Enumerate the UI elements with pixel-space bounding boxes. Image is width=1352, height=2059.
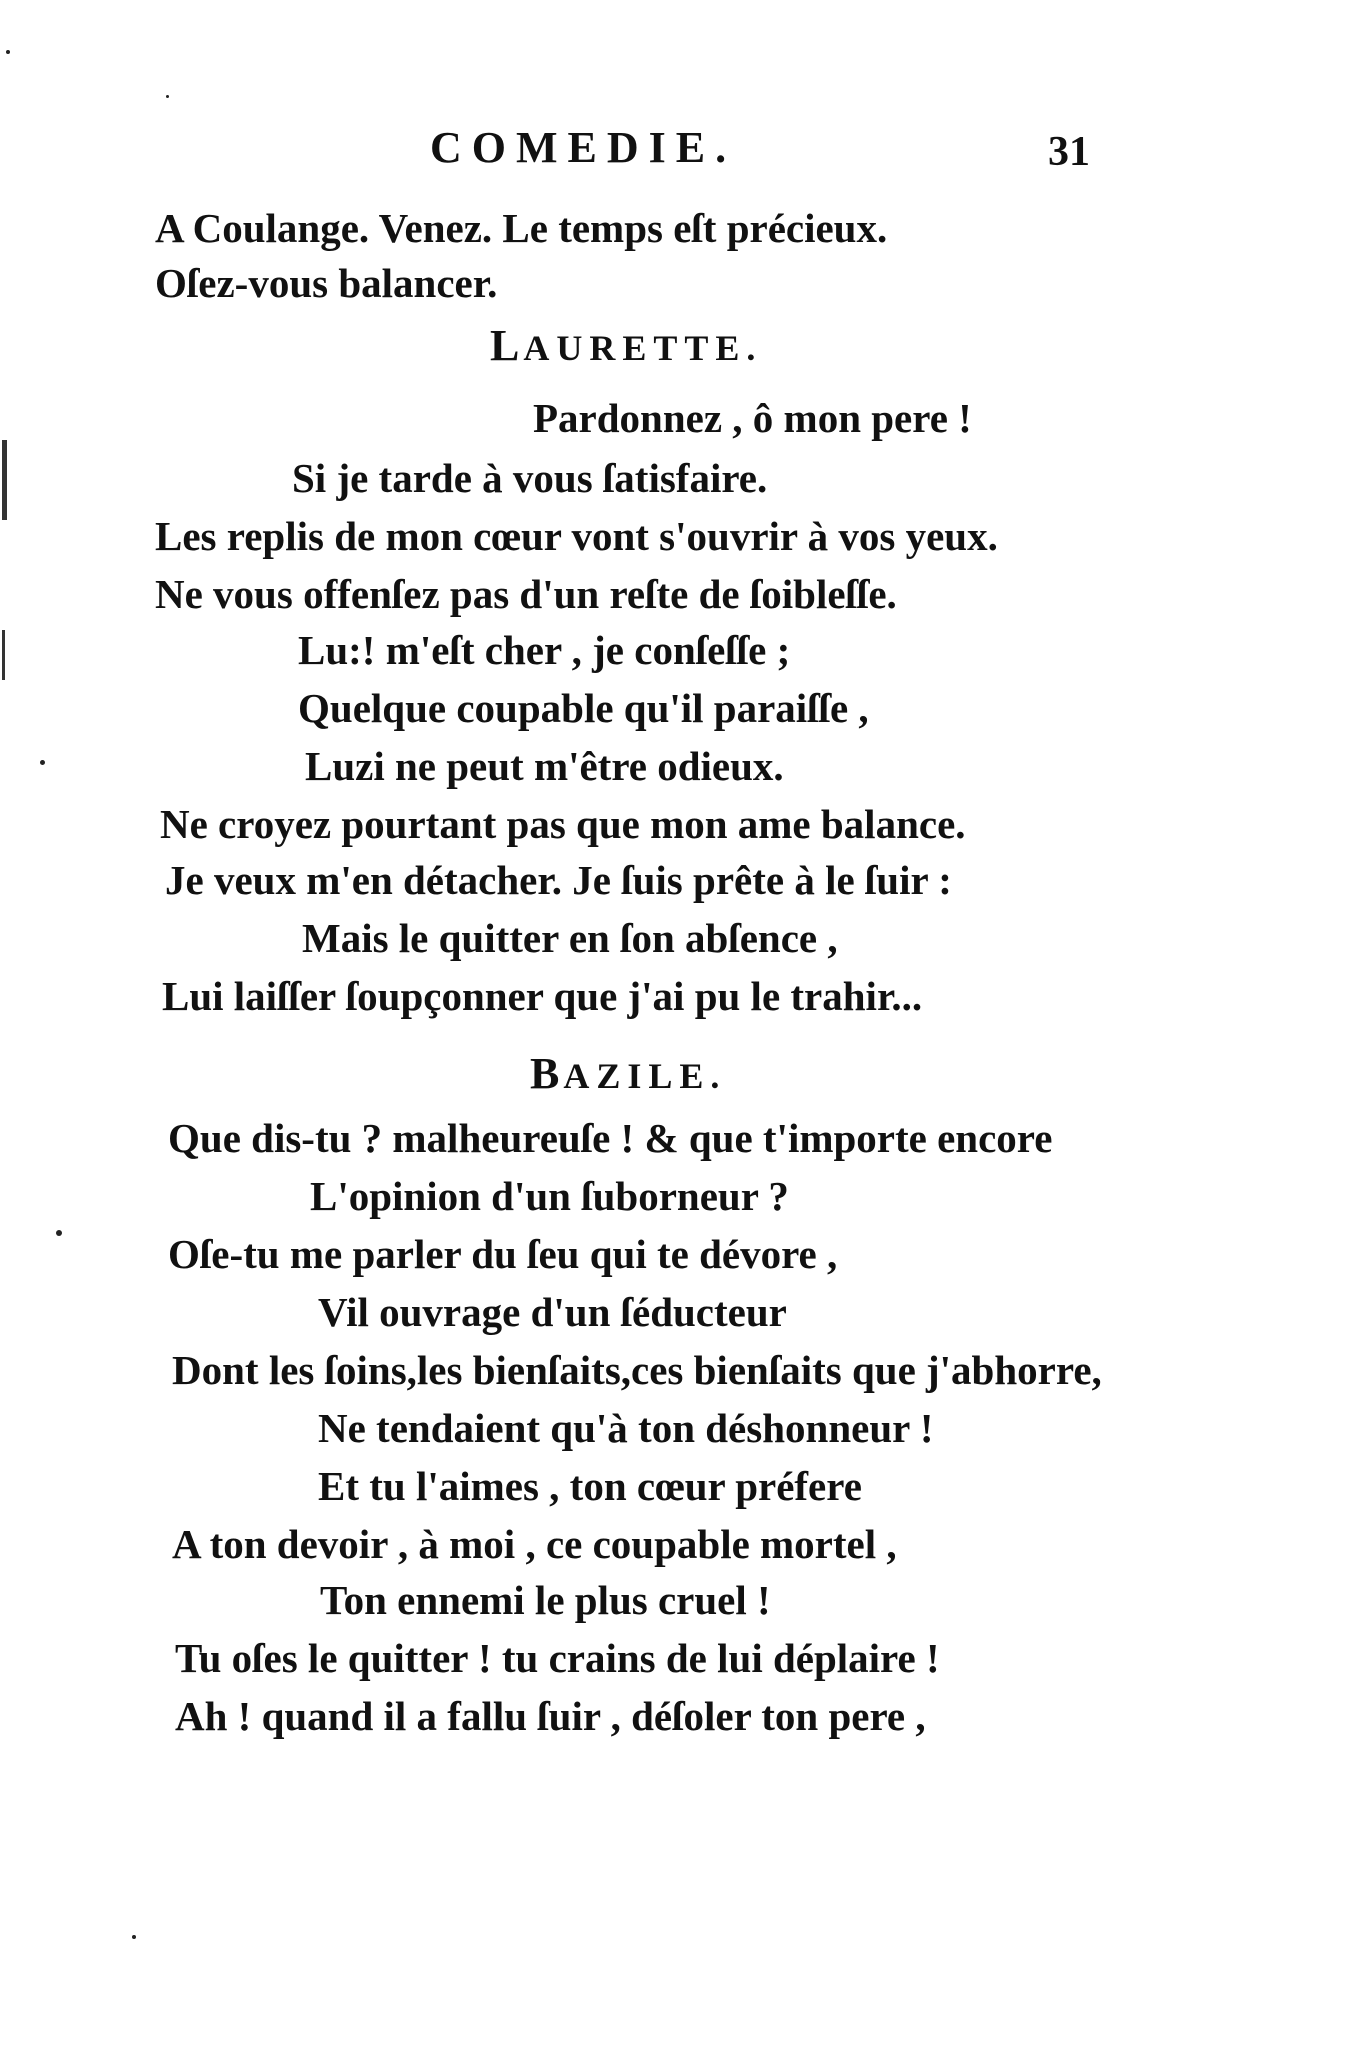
- verse-line: Lui laiſſer ſoupçonner que j'ai pu le trahir...: [162, 973, 923, 1019]
- speaker-rest: AURETTE.: [523, 328, 763, 368]
- ink-speck: [40, 760, 45, 765]
- ink-speck: [6, 50, 10, 54]
- verse-line: A ton devoir , à moi , ce coupable mortel ,: [172, 1521, 897, 1567]
- verse-line: Pardonnez , ô mon pere !: [533, 395, 972, 441]
- verse-line: Quelque coupable qu'il paraiſſe ,: [298, 685, 869, 731]
- verse-line: A Coulange. Venez. Le temps eſt précieux.: [155, 205, 888, 251]
- verse-line: Et tu l'aimes , ton cœur préfere: [318, 1463, 862, 1509]
- scan-edge-mark: [2, 440, 7, 520]
- running-head: COMEDIE.: [430, 123, 737, 172]
- verse-line: Si je tarde à vous ſatisfaire.: [292, 455, 768, 501]
- speaker-initial: B: [530, 1049, 564, 1098]
- verse-line: Ton ennemi le plus cruel !: [320, 1577, 771, 1623]
- verse-line: Ah ! quand il a fallu ſuir , déſoler ton pere ,: [175, 1693, 926, 1739]
- verse-line: Tu oſes le quitter ! tu crains de lui déplaire !: [175, 1635, 940, 1681]
- verse-line: Vil ouvrage d'un ſéducteur: [318, 1289, 787, 1335]
- speaker-initial: L: [490, 321, 524, 370]
- verse-line: Mais le quitter en ſon abſence ,: [302, 915, 838, 961]
- verse-line: Luzi ne peut m'être odieux.: [305, 743, 784, 789]
- verse-line: Dont les ſoins,les bienſaits,ces bienſaits que j'abhorre,: [172, 1347, 1102, 1393]
- verse-line: Les replis de mon cœur vont s'ouvrir à vos yeux.: [155, 513, 998, 559]
- verse-line: Que dis-tu ? malheureuſe ! & que t'importe encore: [168, 1115, 1053, 1161]
- page-header: [0, 122, 1352, 182]
- verse-line: Ne croyez pourtant pas que mon ame balance.: [160, 801, 966, 847]
- ink-speck: [132, 1935, 136, 1939]
- scan-edge-mark: [2, 630, 5, 680]
- ink-speck: [56, 1230, 62, 1236]
- speaker-rest: AZILE.: [563, 1056, 727, 1096]
- speaker-name-laurette: [490, 320, 762, 371]
- verse-line: Ne tendaient qu'à ton déshonneur !: [318, 1405, 934, 1451]
- verse-line: Lu:! m'eſt cher , je conſeſſe ;: [298, 627, 791, 673]
- verse-line: L'opinion d'un ſuborneur ?: [310, 1173, 789, 1219]
- ink-speck: [166, 95, 169, 98]
- verse-line: Oſez-vous balancer.: [155, 260, 498, 306]
- verse-line: Je veux m'en détacher. Je ſuis prête à le ſuir :: [165, 857, 952, 903]
- page-number: 31: [1048, 129, 1090, 175]
- verse-line: Ne vous offenſez pas d'un reſte de ſoibleſſe.: [155, 571, 897, 617]
- verse-line: Oſe-tu me parler du ſeu qui te dévore ,: [168, 1231, 838, 1277]
- speaker-name-bazile: [530, 1048, 726, 1099]
